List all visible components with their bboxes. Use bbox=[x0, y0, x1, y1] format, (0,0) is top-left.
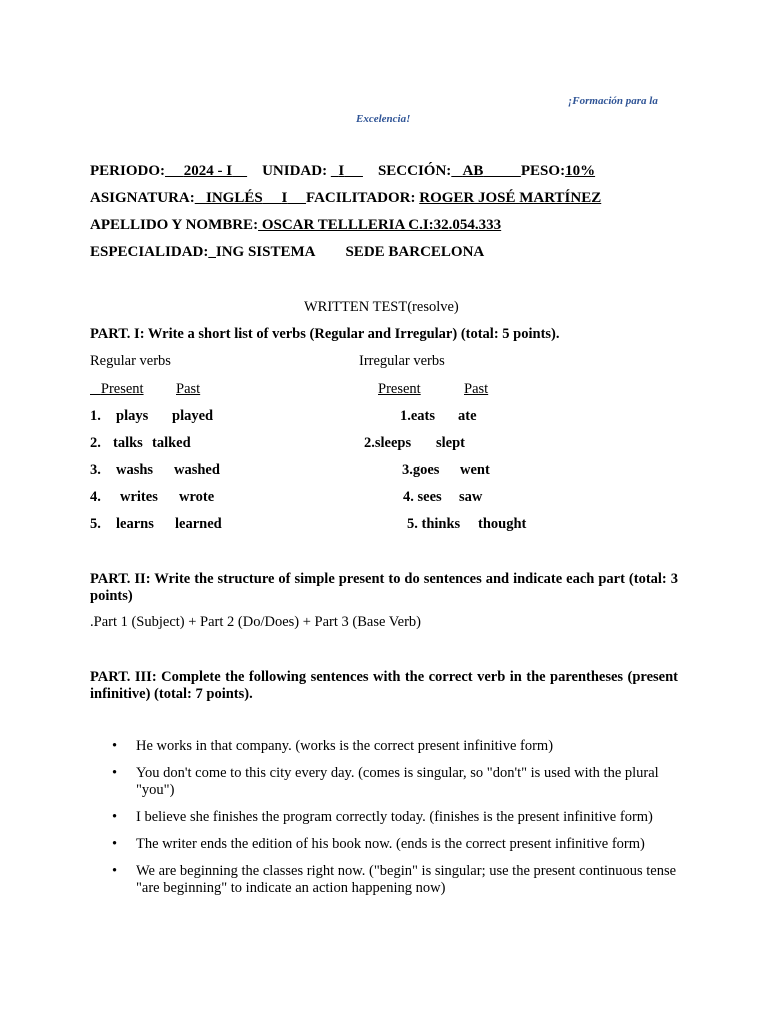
regular-row-present: writes bbox=[120, 489, 158, 505]
irregular-row-past: went bbox=[460, 462, 490, 478]
regular-row-num: 2. bbox=[90, 435, 101, 451]
part3-sentence-list bbox=[90, 738, 678, 907]
regular-row-past: played bbox=[172, 408, 214, 424]
peso-label: PESO: bbox=[520, 163, 566, 179]
list-item: • The writer ends the edition of his book now. (ends is the correct present infinitive form) bbox=[90, 836, 678, 853]
apellido-value: OSCAR TELLLERIA C.I:32.054.333 bbox=[258, 217, 502, 233]
irregular-row-past: saw bbox=[459, 489, 483, 505]
regular-verbs-heading: Regular verbs bbox=[90, 353, 171, 369]
seccion-label: SECCIÓN: bbox=[377, 163, 452, 179]
asignatura-value: INGLÉS I bbox=[205, 190, 288, 206]
irregular-row-present: 2.sleeps bbox=[364, 435, 412, 451]
facilitador-label: FACILITADOR: bbox=[306, 190, 416, 206]
peso-value: 10% bbox=[565, 163, 596, 179]
regular-row-past: learned bbox=[175, 516, 222, 532]
list-item: • We are beginning the classes right now. ("begin" is singular; use the present continuous tense "are beginning" to indicate an action happening now) bbox=[90, 863, 678, 897]
irregular-row-past: thought bbox=[478, 516, 527, 532]
especialidad-label: ESPECIALIDAD: bbox=[90, 244, 209, 260]
irregular-past-header: Past bbox=[464, 381, 489, 397]
regular-row-present: plays bbox=[116, 408, 149, 424]
part2-title: PART. II: Write the structure of simple present to do sentences and indicate each part (total: 3 points) bbox=[90, 571, 678, 604]
regular-row-num: 1. bbox=[90, 408, 101, 424]
list-item: • He works in that company. (works is the correct present infinitive form) bbox=[90, 738, 678, 755]
seccion-value: AB bbox=[462, 163, 484, 179]
irregular-row-past: slept bbox=[436, 435, 465, 451]
test-title: WRITTEN TEST(resolve) bbox=[304, 299, 459, 315]
header-especialidad-row bbox=[90, 244, 484, 261]
irregular-row-present: 1.eats bbox=[400, 408, 436, 424]
regular-row-num: 4. bbox=[90, 489, 101, 505]
periodo-label: PERIODO: bbox=[90, 163, 165, 179]
apellido-label: APELLIDO Y NOMBRE: bbox=[90, 217, 259, 233]
irregular-row-present: 4. sees bbox=[403, 489, 442, 505]
unidad-value: I bbox=[338, 163, 345, 179]
part1-title: PART. I: Write a short list of verbs (Regular and Irregular) (total: 5 points). bbox=[90, 326, 560, 342]
regular-row-present: talks bbox=[113, 435, 143, 451]
header-asignatura-row bbox=[90, 190, 601, 207]
regular-row-num: 3. bbox=[90, 462, 101, 478]
irregular-row-present: 3.goes bbox=[402, 462, 440, 478]
regular-row-past: washed bbox=[174, 462, 220, 478]
part3-title: PART. III: Complete the following sentences with the correct verb in the parentheses (present infinitive) (total: 7 points). bbox=[90, 669, 678, 702]
regular-present-header: Present bbox=[100, 381, 144, 397]
header-apellido-row bbox=[90, 217, 501, 234]
irregular-verbs-heading: Irregular verbs bbox=[359, 353, 445, 369]
regular-row-present: washs bbox=[116, 462, 154, 478]
facilitador-value: ROGER JOSÉ MARTÍNEZ bbox=[419, 190, 602, 206]
regular-row-present: learns bbox=[116, 516, 154, 532]
regular-row-past: wrote bbox=[179, 489, 215, 505]
motto-line-2: Excelencia! bbox=[356, 113, 411, 125]
irregular-row-present: 5. thinks bbox=[407, 516, 461, 532]
unidad-label: UNIDAD: bbox=[262, 163, 328, 179]
especialidad-value: _ING SISTEMA bbox=[208, 244, 316, 260]
periodo-value: 2024 - I bbox=[183, 163, 233, 179]
regular-row-past: talked bbox=[152, 435, 191, 451]
motto-line-1: ¡Formación para la bbox=[568, 95, 658, 107]
asignatura-label: ASIGNATURA: bbox=[90, 190, 195, 206]
sede-value: SEDE BARCELONA bbox=[345, 244, 485, 260]
regular-row-num: 5. bbox=[90, 516, 101, 532]
irregular-present-header: Present bbox=[378, 381, 421, 397]
regular-past-header: Past bbox=[176, 381, 201, 397]
header-periodo-row bbox=[90, 163, 595, 180]
list-item: • I believe she finishes the program correctly today. (finishes is the present infinitive form) bbox=[90, 809, 678, 826]
irregular-row-past: ate bbox=[458, 408, 477, 424]
list-item: • You don't come to this city every day. (comes is singular, so "don't" is used with the plural "you") bbox=[90, 765, 678, 799]
part2-structure: .Part 1 (Subject) + Part 2 (Do/Does) + Part 3 (Base Verb) bbox=[90, 614, 421, 630]
